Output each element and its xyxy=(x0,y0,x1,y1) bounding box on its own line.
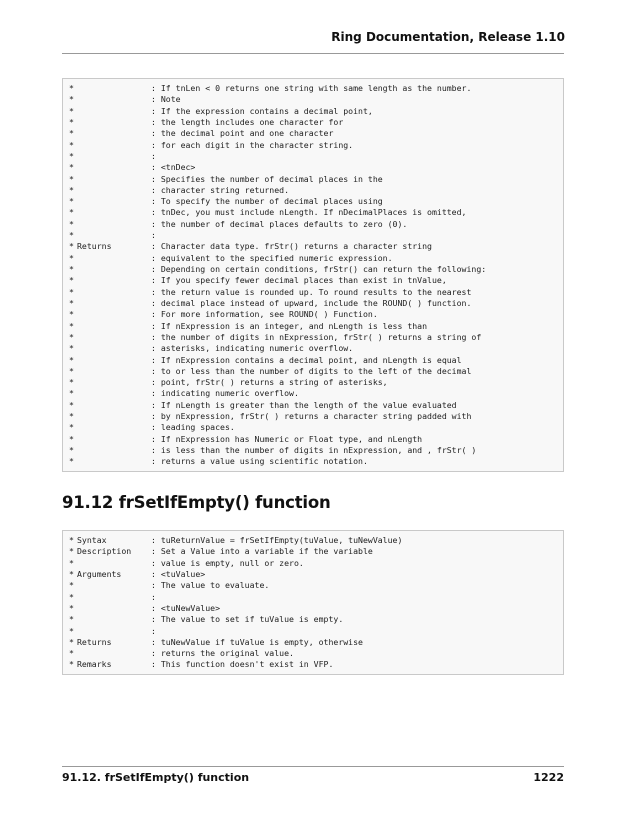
field-text: : Specifies the number of decimal places in the xyxy=(151,173,383,184)
comment-star: * xyxy=(69,309,74,320)
field-text: : To specify the number of decimal places using xyxy=(151,196,383,207)
code-line xyxy=(69,275,557,286)
field-label: Arguments xyxy=(77,568,122,579)
code-line xyxy=(69,287,557,298)
code-line xyxy=(69,128,557,139)
code-line xyxy=(69,207,557,218)
field-text: : tuReturnValue = frSetIfEmpty(tuValue, tuNewValue) xyxy=(151,535,403,545)
field-text: : If nLength is greater than the length of the value evaluated xyxy=(151,399,457,410)
code-line xyxy=(69,434,557,445)
field-text: : by nExpression, frStr( ) returns a character string padded with xyxy=(151,411,472,422)
section-heading: 91.12 frSetIfEmpty() function xyxy=(62,493,331,512)
code-line xyxy=(69,400,557,411)
field-text: : Note xyxy=(151,94,181,105)
code-line xyxy=(69,546,557,557)
comment-star: * xyxy=(69,354,74,365)
code-line xyxy=(69,377,557,388)
field-text: : tuNewValue if tuValue is empty, otherwise xyxy=(151,636,363,647)
code-line xyxy=(69,445,557,456)
code-line xyxy=(69,309,557,320)
field-text: : the decimal point and one character xyxy=(151,128,334,139)
field-text: : the number of decimal places defaults to zero (0). xyxy=(151,218,408,229)
comment-star: * xyxy=(69,365,74,376)
code-block-frsetifempty xyxy=(62,530,564,675)
code-line xyxy=(69,83,557,94)
field-text: : leading spaces. xyxy=(151,422,235,433)
field-text: : returns the original value. xyxy=(151,648,294,659)
field-text: : For more information, see ROUND( ) Function. xyxy=(151,309,378,320)
comment-star: * xyxy=(69,252,74,263)
code-line xyxy=(69,388,557,399)
comment-star: * xyxy=(69,625,74,636)
code-line xyxy=(69,422,557,433)
comment-star: * xyxy=(69,94,74,105)
field-text: : point, frStr( ) returns a string of asterisks, xyxy=(151,377,388,388)
field-text: : If nExpression has Numeric or Float type, and nLength xyxy=(151,433,423,444)
field-text: : <tuNewValue> xyxy=(151,602,221,613)
code-line xyxy=(69,117,557,128)
field-text: : the return value is rounded up. To round results to the nearest xyxy=(151,286,472,297)
field-text: : returns a value using scientific notation. xyxy=(151,456,368,467)
comment-star: * xyxy=(69,297,74,308)
comment-star: * xyxy=(69,173,74,184)
comment-star: * xyxy=(69,433,74,444)
code-line xyxy=(69,162,557,173)
field-text: : value is empty, null or zero. xyxy=(151,557,304,568)
code-line xyxy=(69,140,557,151)
code-line xyxy=(69,94,557,105)
comment-star: * xyxy=(69,286,74,297)
field-text: : for each digit in the character string. xyxy=(151,139,354,150)
field-label: Syntax xyxy=(77,535,107,545)
code-line xyxy=(69,603,557,614)
running-header: Ring Documentation, Release 1.10 xyxy=(331,30,565,44)
comment-star: * xyxy=(69,320,74,331)
comment-star: * xyxy=(69,184,74,195)
code-line xyxy=(69,626,557,637)
comment-star: * xyxy=(69,399,74,410)
comment-star: * xyxy=(69,456,74,467)
code-line xyxy=(69,264,557,275)
field-text: : This function doesn't exist in VFP. xyxy=(151,659,334,670)
comment-star: * xyxy=(69,230,74,241)
code-line xyxy=(69,366,557,377)
comment-star: * xyxy=(69,568,74,579)
field-text: : If tnLen < 0 returns one string with same length as the number. xyxy=(151,83,472,93)
code-line xyxy=(69,580,557,591)
comment-star: * xyxy=(69,580,74,591)
code-line xyxy=(69,219,557,230)
field-text: : indicating numeric overflow. xyxy=(151,388,299,399)
comment-star: * xyxy=(69,207,74,218)
code-line xyxy=(69,592,557,603)
comment-star: * xyxy=(69,535,74,545)
comment-star: * xyxy=(69,377,74,388)
header-divider xyxy=(62,53,564,54)
comment-star: * xyxy=(69,614,74,625)
field-text: : <tnDec> xyxy=(151,162,196,173)
field-label: Returns xyxy=(77,241,112,252)
page-number: 1222 xyxy=(533,771,564,784)
code-line xyxy=(69,569,557,580)
code-line xyxy=(69,355,557,366)
field-label: Description xyxy=(77,546,132,557)
comment-star: * xyxy=(69,591,74,602)
comment-star: * xyxy=(69,83,74,93)
field-text: : If nExpression contains a decimal point, and nLength is equal xyxy=(151,354,462,365)
field-text: : Set a Value into a variable if the variable xyxy=(151,546,373,557)
code-block-frstr-params xyxy=(62,78,564,472)
field-text: : xyxy=(151,230,156,241)
field-text: : If nExpression is an integer, and nLength is less than xyxy=(151,320,428,331)
field-text: : xyxy=(151,150,156,161)
code-line xyxy=(69,174,557,185)
comment-star: * xyxy=(69,343,74,354)
code-line xyxy=(69,614,557,625)
code-line xyxy=(69,106,557,117)
code-line xyxy=(69,332,557,343)
field-text: : asterisks, indicating numeric overflow. xyxy=(151,343,354,354)
field-label: Returns xyxy=(77,636,112,647)
code-line xyxy=(69,411,557,422)
comment-star: * xyxy=(69,139,74,150)
code-line xyxy=(69,321,557,332)
comment-star: * xyxy=(69,659,74,670)
field-text: : <tuValue> xyxy=(151,568,206,579)
comment-star: * xyxy=(69,331,74,342)
comment-star: * xyxy=(69,648,74,659)
code-line xyxy=(69,659,557,670)
code-line xyxy=(69,196,557,207)
comment-star: * xyxy=(69,422,74,433)
comment-star: * xyxy=(69,116,74,127)
field-text: : If the expression contains a decimal point, xyxy=(151,105,373,116)
comment-star: * xyxy=(69,445,74,455)
field-text: : xyxy=(151,591,156,602)
comment-star: * xyxy=(69,275,74,286)
comment-star: * xyxy=(69,557,74,568)
field-text: : tnDec, you must include nLength. If nDecimalPlaces is omitted, xyxy=(151,207,467,218)
footer-section-label: 91.12. frSetIfEmpty() function xyxy=(62,771,250,784)
field-label: Remarks xyxy=(77,659,112,670)
field-text: : character string returned. xyxy=(151,184,290,195)
field-text: : to or less than the number of digits to the left of the decimal xyxy=(151,365,472,376)
code-line xyxy=(69,253,557,264)
code-line xyxy=(69,298,557,309)
comment-star: * xyxy=(69,196,74,207)
field-text: : The value to set if tuValue is empty. xyxy=(151,614,344,625)
comment-star: * xyxy=(69,150,74,161)
code-line xyxy=(69,648,557,659)
field-text: : equivalent to the specified numeric expression. xyxy=(151,252,393,263)
code-line xyxy=(69,151,557,162)
code-line xyxy=(69,637,557,648)
field-text: : If you specify fewer decimal places than exist in tnValue, xyxy=(151,275,447,286)
code-line xyxy=(69,343,557,354)
comment-star: * xyxy=(69,602,74,613)
field-text: : is less than the number of digits in nExpression, and , frStr( ) xyxy=(151,445,477,455)
comment-star: * xyxy=(69,128,74,139)
comment-star: * xyxy=(69,636,74,647)
field-text: : Depending on certain conditions, frStr() can return the following: xyxy=(151,264,487,274)
code-line xyxy=(69,558,557,569)
footer-divider xyxy=(62,766,564,767)
code-line xyxy=(69,535,557,546)
code-line xyxy=(69,230,557,241)
comment-star: * xyxy=(69,105,74,116)
comment-star: * xyxy=(69,388,74,399)
field-text: : the number of digits in nExpression, frStr( ) returns a string of xyxy=(151,331,482,342)
field-text: : decimal place instead of upward, include the ROUND( ) function. xyxy=(151,297,472,308)
field-text: : the length includes one character for xyxy=(151,116,344,127)
comment-star: * xyxy=(69,546,74,557)
comment-star: * xyxy=(69,264,74,274)
field-text: : The value to evaluate. xyxy=(151,580,270,591)
code-line xyxy=(69,241,557,252)
comment-star: * xyxy=(69,411,74,422)
field-text: : Character data type. frStr() returns a character string xyxy=(151,241,432,252)
code-line xyxy=(69,185,557,196)
comment-star: * xyxy=(69,241,74,252)
code-line xyxy=(69,456,557,467)
comment-star: * xyxy=(69,162,74,173)
comment-star: * xyxy=(69,218,74,229)
field-text: : xyxy=(151,625,156,636)
